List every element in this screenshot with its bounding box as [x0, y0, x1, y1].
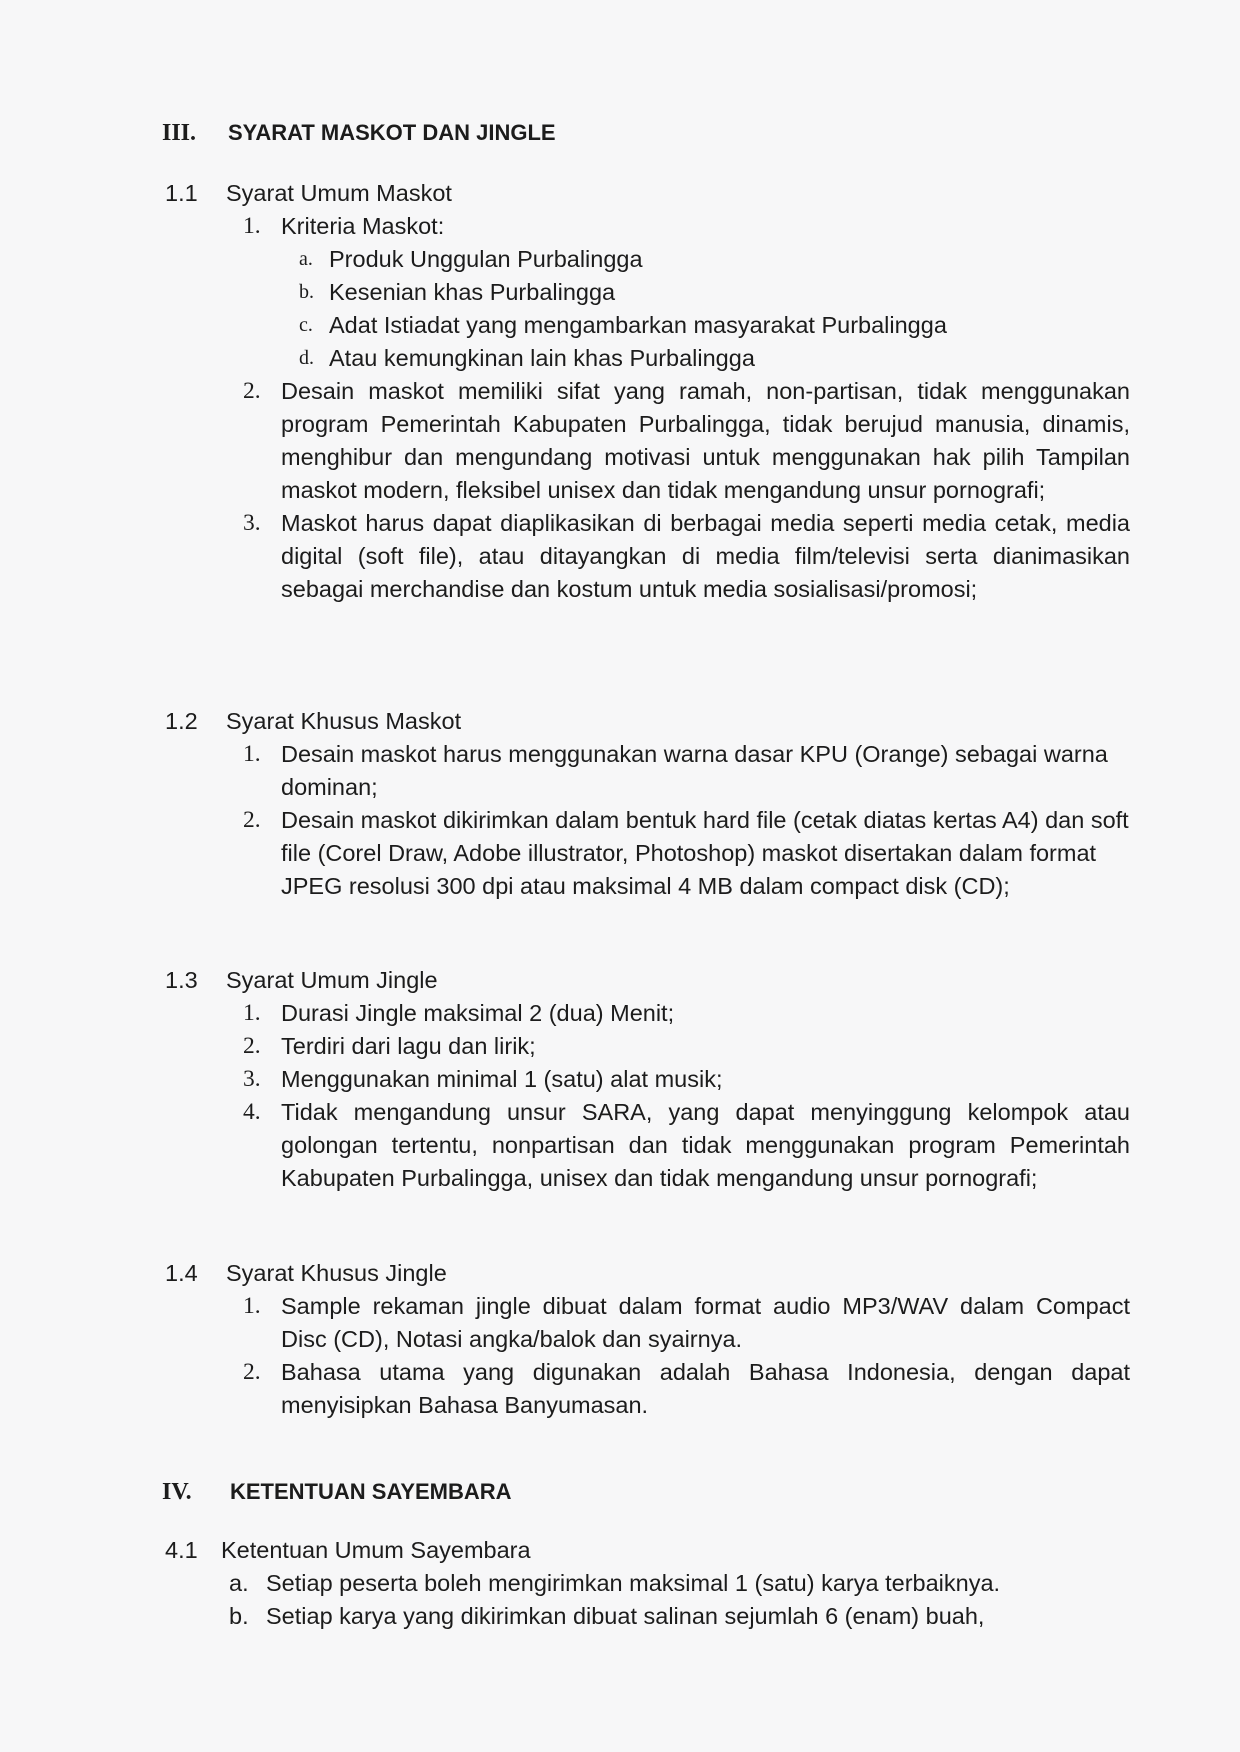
item-number: 1. [243, 1293, 261, 1319]
chapter-title: KETENTUAN SAYEMBARA [230, 1479, 512, 1504]
list-item [243, 804, 1130, 903]
item-number: 3. [243, 1066, 261, 1092]
section-number: 1.4 [165, 1260, 198, 1286]
item-letter: b. [229, 1603, 249, 1629]
item-letter: a. [299, 248, 313, 270]
sub-list-item [299, 243, 1130, 276]
item-text: Kesenian khas Purbalingga [329, 279, 616, 305]
chapter-iv-heading [162, 1479, 512, 1506]
section-1-4 [165, 1257, 1130, 1422]
item-text: Desain maskot memiliki sifat yang ramah, non-partisan, tidak menggunakan program Pemerintah Kabupaten Purbalingga, tidak berujud manusia, dinamis, menghibur dan mengundang motivasi untuk menggunakan hak pilih Tampilan maskot modern, fleksibel unisex dan tidak mengandung unsur pornografi; [281, 378, 1130, 503]
list-item [243, 375, 1130, 507]
section-heading [165, 705, 1130, 738]
item-number: 1. [243, 741, 261, 767]
item-letter: d. [299, 347, 314, 369]
item-letter: c. [299, 314, 313, 336]
item-number: 2. [243, 1033, 261, 1059]
chapter-numeral: IV. [162, 1479, 192, 1505]
section-heading [165, 1257, 1130, 1290]
section-title: Syarat Khusus Jingle [226, 1260, 447, 1286]
list-item [243, 1290, 1130, 1356]
list-item [229, 1600, 1130, 1633]
item-letter: b. [299, 281, 314, 303]
section-4-1 [165, 1534, 1130, 1633]
item-letter: a. [229, 1570, 249, 1596]
chapter-iii-heading [162, 120, 556, 147]
item-text: Durasi Jingle maksimal 2 (dua) Menit; [281, 1000, 675, 1026]
chapter-numeral: III. [162, 120, 197, 146]
item-text: Maskot harus dapat diaplikasikan di berbagai media seperti media cetak, media digital (soft file), atau ditayangkan di media film/televisi serta dianimasikan sebagai merchandise dan kostum untuk media sosialisasi/promosi; [281, 510, 1130, 602]
section-title: Syarat Umum Maskot [226, 180, 452, 206]
list-item [243, 1063, 1130, 1096]
item-text: Setiap peserta boleh mengirimkan maksimal 1 (satu) karya terbaiknya. [266, 1570, 1001, 1596]
list-item [243, 997, 1130, 1030]
item-number: 4. [243, 1099, 261, 1125]
section-heading [165, 1534, 1130, 1567]
item-number: 3. [243, 510, 261, 536]
item-text: Tidak mengandung unsur SARA, yang dapat menyinggung kelompok atau golongan tertentu, nonpartisan dan tidak menggunakan program Pemerintah Kabupaten Purbalingga, unisex dan tidak mengandung unsur pornografi; [281, 1099, 1130, 1191]
sub-list-item [299, 309, 1130, 342]
item-number: 2. [243, 807, 261, 833]
item-number: 1. [243, 213, 261, 239]
section-1-3 [165, 964, 1130, 1195]
chapter-title: SYARAT MASKOT DAN JINGLE [228, 120, 556, 145]
section-heading [165, 964, 1130, 997]
list-item [243, 1030, 1130, 1063]
item-number: 1. [243, 1000, 261, 1026]
section-number: 1.3 [165, 967, 198, 993]
item-number: 2. [243, 378, 261, 404]
section-number: 4.1 [165, 1537, 198, 1563]
list-item [229, 1567, 1130, 1600]
item-text: Kriteria Maskot: [281, 213, 445, 239]
sub-list-item [299, 342, 1130, 375]
item-text: Terdiri dari lagu dan lirik; [281, 1033, 536, 1059]
item-text: Sample rekaman jingle dibuat dalam format audio MP3/WAV dalam Compact Disc (CD), Notasi angka/balok dan syairnya. [281, 1293, 1130, 1352]
section-title: Syarat Umum Jingle [226, 967, 438, 993]
item-text: Setiap karya yang dikirimkan dibuat salinan sejumlah 6 (enam) buah, [266, 1603, 985, 1629]
sub-list-item [299, 276, 1130, 309]
item-text: Adat Istiadat yang mengambarkan masyarakat Purbalingga [329, 312, 947, 338]
list-item [243, 738, 1130, 804]
item-text: Desain maskot dikirimkan dalam bentuk hard file (cetak diatas kertas A4) dan soft file (Corel Draw, Adobe illustrator, Photoshop) maskot disertakan dalam format JPEG resolusi 300 dpi atau maksimal 4 MB dalam compact disk (CD); [281, 807, 1129, 899]
section-heading [165, 177, 1130, 210]
item-text: Menggunakan minimal 1 (satu) alat musik; [281, 1066, 723, 1092]
item-number: 2. [243, 1359, 261, 1385]
list-item [243, 210, 1130, 243]
item-text: Bahasa utama yang digunakan adalah Bahasa Indonesia, dengan dapat menyisipkan Bahasa Banyumasan. [281, 1359, 1130, 1418]
item-text: Desain maskot harus menggunakan warna dasar KPU (Orange) sebagai warna dominan; [281, 741, 1108, 800]
section-1-1 [165, 177, 1130, 606]
section-1-2 [165, 705, 1130, 903]
section-title: Syarat Khusus Maskot [226, 708, 462, 734]
list-item [243, 1096, 1130, 1195]
item-text: Atau kemungkinan lain khas Purbalingga [329, 345, 755, 371]
section-number: 1.2 [165, 708, 198, 734]
section-number: 1.1 [165, 180, 198, 206]
section-title: Ketentuan Umum Sayembara [221, 1537, 531, 1563]
list-item [243, 1356, 1130, 1422]
item-text: Produk Unggulan Purbalingga [329, 246, 643, 272]
list-item [243, 507, 1130, 606]
